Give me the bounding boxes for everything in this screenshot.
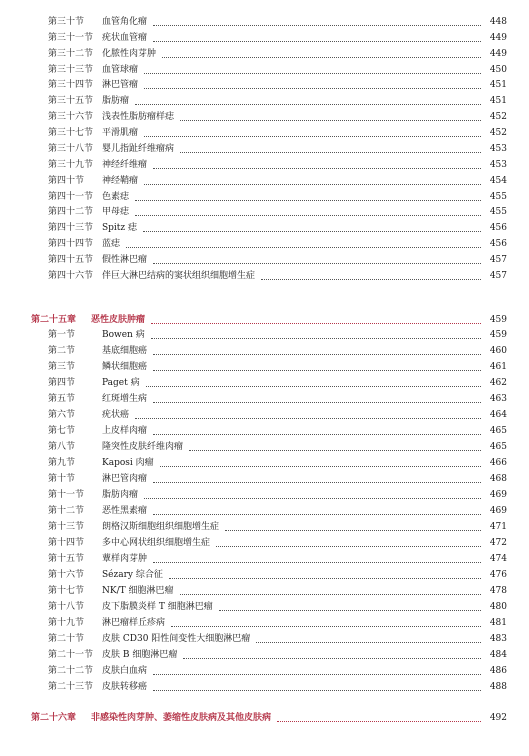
page-number: 457	[489, 271, 507, 281]
page-number: 469	[489, 490, 507, 500]
page-number: 460	[489, 346, 507, 356]
entry-number: 第三十二节	[48, 49, 94, 59]
chapter-entry[interactable]	[31, 313, 507, 327]
entry-title: 皮肤转移癌	[102, 682, 148, 692]
entry-number: 第十七节	[48, 586, 85, 596]
toc-entry[interactable]	[48, 78, 507, 92]
toc-entry[interactable]	[48, 63, 507, 77]
entry-number: 第九节	[48, 458, 76, 468]
entry-number: 第四十六节	[48, 271, 94, 281]
leader-dots	[277, 721, 481, 722]
toc-entry[interactable]	[48, 253, 507, 267]
toc-entry[interactable]	[48, 31, 507, 45]
entry-title: 恶性黑素瘤	[102, 506, 148, 516]
leader-dots	[135, 418, 481, 419]
page-number: 449	[489, 33, 507, 43]
entry-title: 淋巴管肉瘤	[102, 474, 148, 484]
toc-entry[interactable]	[48, 47, 507, 61]
toc-entry[interactable]	[48, 552, 507, 566]
entry-title: 朗格汉斯细胞组织细胞增生症	[102, 522, 220, 532]
leader-dots	[153, 41, 481, 42]
chapter-entry[interactable]	[31, 711, 507, 725]
leader-dots	[126, 247, 481, 248]
entry-number: 第十一节	[48, 490, 85, 500]
leader-dots	[169, 578, 481, 579]
entry-number: 第一节	[48, 330, 76, 340]
leader-dots	[151, 323, 481, 324]
toc-entry[interactable]	[48, 472, 507, 486]
leader-dots	[153, 434, 481, 435]
entry-number: 第二节	[48, 346, 76, 356]
leader-dots	[153, 562, 481, 563]
leader-dots	[153, 514, 481, 515]
toc-entry[interactable]	[48, 344, 507, 358]
entry-title: 蓝痣	[102, 239, 121, 249]
toc-entry[interactable]	[48, 488, 507, 502]
leader-dots	[180, 120, 481, 121]
entry-title: 神经鞘瘤	[102, 176, 139, 186]
leader-dots	[146, 386, 481, 387]
leader-dots	[180, 594, 482, 595]
leader-dots	[219, 610, 481, 611]
page-number: 456	[489, 239, 507, 249]
toc-entry[interactable]	[48, 520, 507, 534]
toc-entry[interactable]	[48, 376, 507, 390]
leader-dots	[216, 546, 481, 547]
entry-number: 第八节	[48, 442, 76, 452]
entry-title: 淋巴瘤样丘疹病	[102, 618, 166, 628]
page-number: 453	[489, 160, 507, 170]
page-number: 461	[489, 362, 507, 372]
leader-dots	[135, 104, 481, 105]
page-number: 471	[489, 522, 507, 532]
page-number: 451	[489, 96, 507, 106]
entry-number: 第二十二节	[48, 666, 94, 676]
page-number: 451	[489, 80, 507, 90]
entry-title: 淋巴管瘤	[102, 80, 139, 90]
toc-entry[interactable]	[48, 94, 507, 108]
leader-dots	[256, 642, 481, 643]
toc-entry[interactable]	[48, 456, 507, 470]
entry-title: 非感染性肉芽肿、萎缩性皮肤病及其他皮肤病	[91, 713, 272, 723]
entry-number: 第十四节	[48, 538, 85, 548]
entry-title: 伴巨大淋巴结病的窦状组织细胞增生症	[102, 271, 256, 281]
entry-title: Bowen 病	[102, 330, 145, 340]
page-number: 449	[489, 49, 507, 59]
entry-number: 第三十六节	[48, 112, 94, 122]
toc-entry[interactable]	[48, 568, 507, 582]
entry-title: 疣状血管瘤	[102, 33, 148, 43]
entry-number: 第三十节	[48, 17, 85, 27]
leader-dots	[151, 338, 481, 339]
toc-entry[interactable]	[48, 408, 507, 422]
page-number: 472	[489, 538, 507, 548]
page-number: 469	[489, 506, 507, 516]
page-number: 483	[489, 634, 507, 644]
toc-entry[interactable]	[48, 664, 507, 678]
entry-number: 第四十一节	[48, 192, 94, 202]
page-number: 465	[489, 426, 507, 436]
leader-dots	[153, 674, 481, 675]
entry-number: 第二十六章	[31, 713, 77, 723]
entry-title: Kaposi 肉瘤	[102, 458, 154, 468]
entry-title: 色素痣	[102, 192, 130, 202]
page-number: 454	[489, 176, 507, 186]
leader-dots	[153, 370, 481, 371]
entry-title: 化脓性肉芽肿	[102, 49, 157, 59]
toc-entry[interactable]	[48, 126, 507, 140]
entry-title: 皮下脂膜炎样 T 细胞淋巴瘤	[102, 602, 213, 612]
entry-number: 第六节	[48, 410, 76, 420]
entry-title: 多中心网状组织细胞增生症	[102, 538, 211, 548]
toc-entry[interactable]	[48, 680, 507, 694]
page-number: 453	[489, 144, 507, 154]
toc-entry[interactable]	[48, 360, 507, 374]
page-number: 464	[489, 410, 507, 420]
entry-number: 第四十节	[48, 176, 85, 186]
toc-entry[interactable]	[48, 110, 507, 124]
leader-dots	[144, 184, 481, 185]
entry-number: 第四十五节	[48, 255, 94, 265]
leader-dots	[144, 73, 481, 74]
leader-dots	[183, 658, 481, 659]
toc-entry[interactable]	[48, 269, 507, 283]
page-number: 450	[489, 65, 507, 75]
entry-number: 第四十三节	[48, 223, 94, 233]
entry-title: 鳞状细胞癌	[102, 362, 148, 372]
toc-entry[interactable]	[48, 174, 507, 188]
entry-number: 第十三节	[48, 522, 85, 532]
page-number: 463	[489, 394, 507, 404]
toc-entry[interactable]	[48, 632, 507, 646]
page-number: 459	[489, 330, 507, 340]
page-number: 457	[489, 255, 507, 265]
entry-title: 蕈样肉芽肿	[102, 554, 148, 564]
toc-entry[interactable]	[48, 392, 507, 406]
entry-title: 脂肪瘤	[102, 96, 130, 106]
page-number: 484	[489, 650, 507, 660]
page-number: 468	[489, 474, 507, 484]
entry-number: 第三十九节	[48, 160, 94, 170]
page-number: 480	[489, 602, 507, 612]
toc-entry[interactable]	[48, 440, 507, 454]
page-number: 488	[489, 682, 507, 692]
leader-dots	[153, 168, 481, 169]
entry-title: Spitz 痣	[102, 223, 138, 233]
entry-title: 皮肤 CD30 阳性间变性大细胞淋巴瘤	[102, 634, 251, 644]
entry-number: 第十节	[48, 474, 76, 484]
entry-number: 第三十三节	[48, 65, 94, 75]
entry-title: 疣状癌	[102, 410, 130, 420]
entry-title: 婴儿指趾纤维瘤病	[102, 144, 175, 154]
entry-title: 脂肪肉瘤	[102, 490, 139, 500]
page-number: 476	[489, 570, 507, 580]
entry-title: 红斑增生病	[102, 394, 148, 404]
toc-entry[interactable]	[48, 328, 507, 342]
leader-dots	[153, 482, 481, 483]
entry-number: 第十九节	[48, 618, 85, 628]
entry-number: 第二十五章	[31, 315, 77, 325]
page-number: 455	[489, 207, 507, 217]
leader-dots	[144, 136, 481, 137]
entry-number: 第四十二节	[48, 207, 94, 217]
leader-dots	[153, 263, 481, 264]
entry-title: 基底细胞癌	[102, 346, 148, 356]
entry-title: 假性淋巴瘤	[102, 255, 148, 265]
page-number: 465	[489, 442, 507, 452]
page-number: 486	[489, 666, 507, 676]
leader-dots	[135, 215, 481, 216]
entry-title: 平滑肌瘤	[102, 128, 139, 138]
page-number: 481	[489, 618, 507, 628]
leader-dots	[144, 498, 481, 499]
page-number: 448	[489, 17, 507, 27]
page-number: 462	[489, 378, 507, 388]
toc-entry[interactable]	[48, 584, 507, 598]
page-number: 478	[489, 586, 507, 596]
entry-number: 第三十四节	[48, 80, 94, 90]
entry-number: 第十六节	[48, 570, 85, 580]
leader-dots	[153, 25, 481, 26]
entry-number: 第二十三节	[48, 682, 94, 692]
entry-number: 第二十节	[48, 634, 85, 644]
toc-entry[interactable]	[48, 142, 507, 156]
toc-entry[interactable]	[48, 504, 507, 518]
page-number: 452	[489, 128, 507, 138]
toc-entry[interactable]	[48, 205, 507, 219]
leader-dots	[162, 57, 481, 58]
leader-dots	[180, 152, 481, 153]
entry-title: 血管角化瘤	[102, 17, 148, 27]
leader-dots	[261, 279, 481, 280]
leader-dots	[143, 231, 481, 232]
toc-entry[interactable]	[48, 616, 507, 630]
leader-dots	[225, 530, 481, 531]
toc-entry[interactable]	[48, 190, 507, 204]
entry-number: 第三十八节	[48, 144, 94, 154]
toc-entry[interactable]	[48, 536, 507, 550]
entry-title: 上皮样肉瘤	[102, 426, 148, 436]
page-number: 459	[489, 315, 507, 325]
toc-entry[interactable]	[48, 648, 507, 662]
entry-title: 皮肤 B 细胞淋巴瘤	[102, 650, 178, 660]
entry-number: 第二十一节	[48, 650, 94, 660]
entry-title: Sézary 综合征	[102, 570, 163, 580]
page-number: 452	[489, 112, 507, 122]
entry-number: 第十八节	[48, 602, 85, 612]
leader-dots	[153, 402, 481, 403]
entry-number: 第七节	[48, 426, 76, 436]
leader-dots	[171, 626, 481, 627]
page-number: 466	[489, 458, 507, 468]
leader-dots	[189, 450, 481, 451]
entry-title: 隆突性皮肤纤维肉瘤	[102, 442, 184, 452]
toc-entry[interactable]	[48, 221, 507, 235]
toc-entry[interactable]	[48, 600, 507, 614]
toc-entry[interactable]	[48, 237, 507, 251]
entry-number: 第四十四节	[48, 239, 94, 249]
page-number: 455	[489, 192, 507, 202]
leader-dots	[160, 466, 481, 467]
leader-dots	[144, 88, 481, 89]
entry-number: 第十二节	[48, 506, 85, 516]
page-number: 492	[489, 713, 507, 723]
leader-dots	[135, 200, 481, 201]
entry-number: 第四节	[48, 378, 76, 388]
page-number: 456	[489, 223, 507, 233]
leader-dots	[153, 690, 481, 691]
leader-dots	[153, 354, 481, 355]
entry-title: 皮肤白血病	[102, 666, 148, 676]
entry-title: 血管球瘤	[102, 65, 139, 75]
entry-number: 第五节	[48, 394, 76, 404]
toc-entry[interactable]	[48, 158, 507, 172]
entry-title: 神经纤维瘤	[102, 160, 148, 170]
entry-title: 甲母痣	[102, 207, 130, 217]
entry-number: 第三十七节	[48, 128, 94, 138]
entry-title: 浅表性脂肪瘤样痣	[102, 112, 175, 122]
entry-number: 第十五节	[48, 554, 85, 564]
entry-number: 第三十一节	[48, 33, 94, 43]
entry-title: Paget 病	[102, 378, 140, 388]
toc-entry[interactable]	[48, 15, 507, 29]
entry-number: 第三节	[48, 362, 76, 372]
entry-title: 恶性皮肤肿瘤	[91, 315, 146, 325]
entry-number: 第三十五节	[48, 96, 94, 106]
entry-title: NK/T 细胞淋巴瘤	[102, 586, 174, 596]
toc-entry[interactable]	[48, 424, 507, 438]
page-number: 474	[489, 554, 507, 564]
